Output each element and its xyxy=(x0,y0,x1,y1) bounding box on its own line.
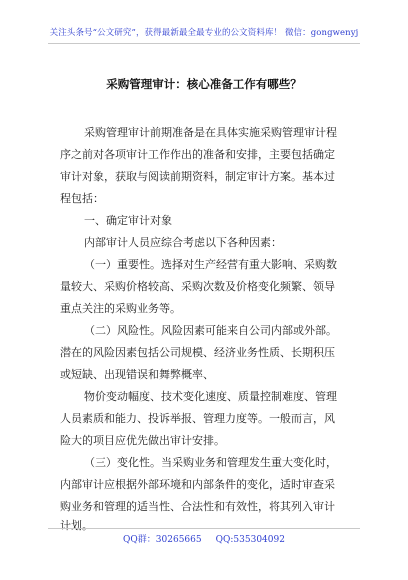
body-line: 潜在的风险因素包括公司规模、经济业务性质、长期积压 xyxy=(60,346,335,359)
body-line: 重点关注的采购业务等。 xyxy=(60,302,181,315)
body-line: 人员素质和能力、投诉举报、管理力度等。一般而言，风 xyxy=(60,412,335,425)
body-line: （一）重要性。选择对生产经营有重大影响、采购数 xyxy=(84,258,337,271)
body-line: 审计对象，获取与阅读前期资料，制定审计方案。基本过 xyxy=(60,170,335,183)
footer-qq: QQ:535304092 xyxy=(215,535,285,545)
footer-contact xyxy=(0,532,408,545)
section-heading: 一、确定审计对象 xyxy=(84,214,172,227)
body-line: 量较大、采购价格较高、采购次数及价格变化频繁、领导 xyxy=(60,280,335,293)
body-line: 购业务和管理的适当性、合法性和有效性，将其列入审计 xyxy=(60,500,335,513)
body-line: 序之前对各项审计工作作出的准备和安排，主要包括确定 xyxy=(60,148,335,161)
body-line: 内部审计应根据外部环境和内部条件的变化，适时审查采 xyxy=(60,478,335,491)
header-note: 关注头条号“公文研究”，获得最新最全最专业的公文资料库！ 微信：gongwenyj xyxy=(49,28,359,38)
body-line: （三）变化性。当采购业务和管理发生重大变化时， xyxy=(84,456,337,469)
header-divider xyxy=(48,43,360,44)
body-line: 或短缺、出现错误和舞弊概率、 xyxy=(60,368,214,381)
body-line: 采购管理审计前期准备是在具体实施采购管理审计程 xyxy=(84,126,337,139)
footer-divider xyxy=(48,528,360,529)
body-line: 险大的项目应优先做出审计安排。 xyxy=(60,434,225,447)
body-line: 计划。 xyxy=(60,519,93,532)
body-line: 程包括： xyxy=(60,192,104,205)
body-line: 内部审计人员应综合考虑以下各种因素： xyxy=(84,236,282,249)
document-title: 采购管理审计：核心准备工作有哪些？ xyxy=(106,77,302,91)
footer-qq-group: QQ群：30265665 xyxy=(123,535,202,545)
body-line: 物价变动幅度、技术变化速度、质量控制难度、管理 xyxy=(84,390,337,403)
body-line: （二）风险性。风险因素可能来自公司内部或外部。 xyxy=(84,324,337,337)
